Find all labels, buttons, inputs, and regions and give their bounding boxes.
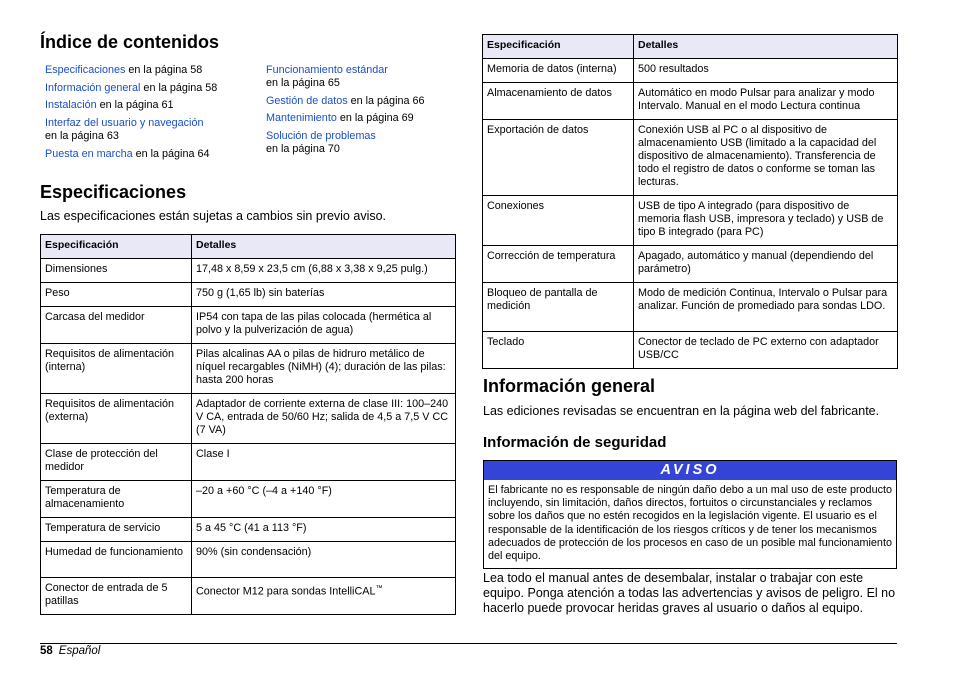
table-row xyxy=(41,307,456,344)
spec-name: Conector de entrada de 5 patillas xyxy=(41,578,192,615)
toc-entry[interactable] xyxy=(45,64,202,77)
spec-detail: Modo de medición Continua, Intervalo o Pulsar para analizar. Función de promediado para sondas LDO. xyxy=(634,283,898,332)
spec-name: Conexiones xyxy=(483,196,634,246)
toc-page: en la página 64 xyxy=(132,148,210,160)
spec-detail: –20 a +60 °C (–4 a +140 °F) xyxy=(192,481,456,518)
trademark-symbol: ™ xyxy=(375,585,383,592)
toc-entry[interactable] xyxy=(45,117,203,143)
toc-link[interactable]: Puesta en marcha xyxy=(45,148,133,160)
header-details: Detalles xyxy=(192,235,456,259)
footer-language: Español xyxy=(58,645,101,657)
spec-name: Humedad de funcionamiento xyxy=(41,542,192,578)
specs-title: Especificaciones xyxy=(40,182,187,202)
table-header-row xyxy=(41,235,456,259)
toc-page: en la página 70 xyxy=(266,143,340,155)
spec-detail: USB de tipo A integrado (para dispositivo de memoria flash USB, impresora y teclado) y USB de tipo B integrado (para PC) xyxy=(634,196,898,246)
toc-page: en la página 63 xyxy=(45,130,119,142)
spec-detail: 750 g (1,65 lb) sin baterías xyxy=(192,283,456,307)
spec-name: Peso xyxy=(41,283,192,307)
table-row xyxy=(41,518,456,542)
spec-detail: Conector de teclado de PC externo con adaptador USB/CC xyxy=(634,332,898,369)
specs-table-left xyxy=(40,234,456,615)
toc-link[interactable]: Funcionamiento estándar xyxy=(266,64,388,76)
spec-name: Bloqueo de pantalla de medición xyxy=(483,283,634,332)
toc-entry[interactable] xyxy=(266,130,376,156)
spec-detail: IP54 con tapa de las pilas colocada (hermética al polvo y la pulverización de agua) xyxy=(192,307,456,344)
toc-link[interactable]: Mantenimiento xyxy=(266,112,337,124)
header-details: Detalles xyxy=(634,35,898,59)
spec-detail: Apagado, automático y manual (dependiendo del parámetro) xyxy=(634,246,898,283)
table-row xyxy=(41,481,456,518)
toc-page: en la página 58 xyxy=(140,82,218,94)
specs-table-right xyxy=(482,34,898,369)
toc-link[interactable]: Información general xyxy=(45,82,141,94)
spec-detail: Automático en modo Pulsar para analizar y modo Intervalo. Manual en el modo Lectura continua xyxy=(634,83,898,120)
toc-link[interactable]: Instalación xyxy=(45,99,97,111)
spec-name: Corrección de temperatura xyxy=(483,246,634,283)
spec-name: Clase de protección del medidor xyxy=(41,444,192,481)
footer xyxy=(40,644,100,658)
toc-entry[interactable] xyxy=(45,148,209,161)
toc-link[interactable]: Interfaz del usuario y navegación xyxy=(45,117,204,129)
toc-entry[interactable] xyxy=(45,82,217,95)
spec-detail-text: Conector M12 para sondas IntelliCAL xyxy=(196,585,376,598)
table-row xyxy=(41,542,456,578)
table-row xyxy=(483,59,898,83)
spec-name: Carcasa del medidor xyxy=(41,307,192,344)
toc-entry[interactable] xyxy=(266,64,388,90)
notice-label: AVISO xyxy=(484,461,896,480)
toc-entry[interactable] xyxy=(266,112,414,125)
spec-name: Temperatura de servicio xyxy=(41,518,192,542)
notice-box xyxy=(483,460,897,569)
table-row xyxy=(483,246,898,283)
toc-page: en la página 61 xyxy=(96,99,174,111)
toc-page: en la página 65 xyxy=(266,77,340,89)
spec-detail: Clase I xyxy=(192,444,456,481)
spec-detail: Conexión USB al PC o al dispositivo de almacenamiento USB (limitado a la capacidad del dispositivo de almacenamiento). Transferencia de todo el registro de datos o conforme se toman las lecturas. xyxy=(634,120,898,196)
notice-text: El fabricante no es responsable de ningún daño debo a un mal uso de este producto incluyendo, sin limitación, daños directos, fortuitos o circunstanciales y reclamos sobre los daños que no estén recogidos en la legislación vigente. El usuario es el responsable de la identificación de los riesgos críticos y de tener los mecanismos adecuados de protección de los procesos en caso de un posible mal funcionamiento del equipo. xyxy=(488,484,892,563)
toc-link[interactable]: Especificaciones xyxy=(45,64,126,76)
spec-detail: 5 a 45 °C (41 a 113 °F) xyxy=(192,518,456,542)
toc-page: en la página 66 xyxy=(347,95,425,107)
table-row xyxy=(41,259,456,283)
spec-name: Almacenamiento de datos xyxy=(483,83,634,120)
toc-link[interactable]: Gestión de datos xyxy=(266,95,348,107)
table-row xyxy=(483,196,898,246)
toc-link[interactable]: Solución de problemas xyxy=(266,130,376,142)
table-row xyxy=(41,283,456,307)
spec-name: Memoria de datos (interna) xyxy=(483,59,634,83)
spec-detail xyxy=(192,578,456,615)
header-spec: Especificación xyxy=(41,235,192,259)
spec-detail: Adaptador de corriente externa de clase III: 100–240 V CA, entrada de 50/60 Hz; salida de 4,5 a 7,5 V CC (7 VA) xyxy=(192,394,456,444)
general-intro: Las ediciones revisadas se encuentran en la página web del fabricante. xyxy=(483,404,880,418)
table-row xyxy=(483,332,898,369)
general-title: Información general xyxy=(483,376,656,396)
table-row xyxy=(483,283,898,332)
toc-page: en la página 58 xyxy=(125,64,203,76)
specs-intro: Las especificaciones están sujetas a cambios sin previo aviso. xyxy=(40,209,387,223)
table-row xyxy=(483,120,898,196)
table-row xyxy=(483,83,898,120)
table-row xyxy=(41,444,456,481)
toc-title: Índice de contenidos xyxy=(40,32,220,52)
closing-paragraph: Lea todo el manual antes de desembalar, instalar o trabajar con este equipo. Ponga atención a todas las advertencias y avisos de peligro. El no hacerlo puede provocar heridas graves al usuario o daños al equipo. xyxy=(483,571,896,616)
table-row xyxy=(41,578,456,615)
table-header-row xyxy=(483,35,898,59)
spec-detail: Pilas alcalinas AA o pilas de hidruro metálico de níquel recargables (NiMH) (4); duración de las pilas: hasta 200 horas xyxy=(192,344,456,394)
spec-name: Exportación de datos xyxy=(483,120,634,196)
safety-title: Información de seguridad xyxy=(483,434,667,451)
spec-detail: 90% (sin condensación) xyxy=(192,542,456,578)
toc-entry[interactable] xyxy=(45,99,173,112)
spec-name: Dimensiones xyxy=(41,259,192,283)
toc-entry[interactable] xyxy=(266,95,424,108)
page-number: 58 xyxy=(40,645,53,657)
footer-rule xyxy=(40,643,897,644)
spec-name: Requisitos de alimentación (interna) xyxy=(41,344,192,394)
toc-page: en la página 69 xyxy=(336,112,414,124)
spec-name: Temperatura de almacenamiento xyxy=(41,481,192,518)
header-spec: Especificación xyxy=(483,35,634,59)
spec-name: Teclado xyxy=(483,332,634,369)
spec-detail: 500 resultados xyxy=(634,59,898,83)
spec-detail: 17,48 x 8,59 x 23,5 cm (6,88 x 3,38 x 9,25 pulg.) xyxy=(192,259,456,283)
spec-name: Requisitos de alimentación (externa) xyxy=(41,394,192,444)
table-row xyxy=(41,344,456,394)
table-row xyxy=(41,394,456,444)
